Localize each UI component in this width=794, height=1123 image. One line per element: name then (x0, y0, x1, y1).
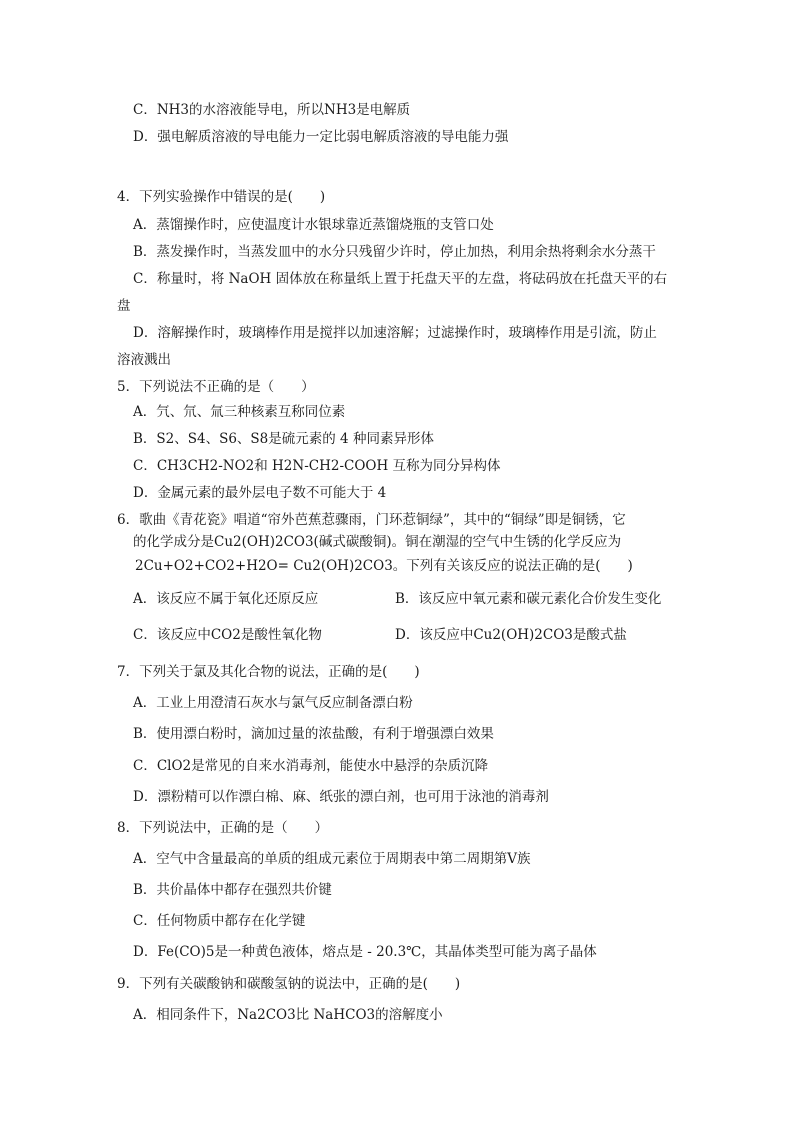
q4-option-c-line1: C．称量时，将 NaOH 固体放在称量纸上置于托盘天平的左盘，将砝码放在托盘天平的右 (133, 271, 668, 287)
q6-stem-line2: 的化学成分是Cu2(OH)2CO3(碱式碳酸铜)。铜在潮湿的空气中生锈的化学反应为 (133, 534, 622, 550)
q5-option-c: C．CH3CH2-NO2和 H2N-CH2-COOH 互称为同分异构体 (133, 458, 501, 474)
q4-option-a: A．蒸馏操作时，应使温度计水银球靠近蒸馏烧瓶的支管口处 (133, 217, 494, 233)
q5-option-d: D．金属元素的最外层电子数不可能大于 4 (133, 485, 387, 501)
q4-option-d-line1: D．溶解操作时，玻璃棒作用是搅拌以加速溶解；过滤操作时，玻璃棒作用是引流，防止 (133, 325, 657, 341)
q7-option-c: C．ClO2是常见的自来水消毒剂，能使水中悬浮的杂质沉降 (133, 758, 489, 774)
q6-option-c: C．该反应中CO2是酸性氧化物 (133, 627, 322, 643)
q6-stem-line1: 6．歌曲《青花瓷》唱道“帘外芭蕉惹骤雨，门环惹铜绿”，其中的“铜绿”即是铜锈，它 (117, 512, 626, 528)
q9-option-a: A．相同条件下，Na2CO3比 NaHCO3的溶解度小 (133, 1007, 443, 1023)
q7-option-a: A．工业上用澄清石灰水与氯气反应制备漂白粉 (133, 695, 413, 711)
q5-option-b: B．S2、S4、S6、S8是硫元素的 4 种同素异形体 (133, 431, 434, 447)
q6-option-a: A．该反应不属于氧化还原反应 (133, 591, 319, 607)
q7-option-b: B．使用漂白粉时，滴加过量的浓盐酸，有利于增强漂白效果 (133, 726, 494, 742)
q3-option-d: D．强电解质溶液的导电能力一定比弱电解质溶液的导电能力强 (133, 129, 509, 145)
q4-option-d-line2: 溶液溅出 (117, 352, 171, 368)
q8-option-b: B．共价晶体中都存在强烈共价键 (133, 882, 332, 898)
q5-stem: 5．下列说法不正确的是（ ） (117, 379, 315, 395)
q4-option-c-line2: 盘 (117, 298, 131, 314)
q8-option-a: A．空气中含量最高的单质的组成元素位于周期表中第二周期第Ⅴ族 (133, 851, 531, 867)
q9-stem: 9．下列有关碳酸钠和碳酸氢钠的说法中，正确的是( ) (117, 976, 461, 992)
q4-stem: 4．下列实验操作中错误的是( ) (117, 189, 326, 205)
q7-option-d: D．漂粉精可以作漂白棉、麻、纸张的漂白剂，也可用于泳池的消毒剂 (133, 789, 549, 805)
q4-option-b: B．蒸发操作时，当蒸发皿中的水分只残留少许时，停止加热，利用余热将剩余水分蒸干 (133, 244, 656, 260)
q8-option-c: C．任何物质中都存在化学键 (133, 913, 306, 929)
q8-option-d: D．Fe(CO)5是一种黄色液体，熔点是 - 20.3℃，其晶体类型可能为离子晶体 (133, 944, 597, 960)
q6-option-b: B．该反应中氧元素和碳元素化合价发生变化 (395, 591, 662, 607)
q6-stem-line3: 2Cu+O2+CO2+H2O= Cu2(OH)2CO3。下列有关该反应的说法正确的是( ) (135, 558, 633, 574)
q6-option-d: D．该反应中Cu2(OH)2CO3是酸式盐 (395, 627, 627, 643)
q8-stem: 8．下列说法中，正确的是（ ） (117, 820, 329, 836)
q7-stem: 7．下列关于氯及其化合物的说法，正确的是( ) (117, 664, 420, 680)
q3-option-c: C．NH3的水溶液能导电，所以NH3是电解质 (133, 102, 411, 118)
q5-option-a: A．氕、氘、氚三种核素互称同位素 (133, 404, 346, 420)
